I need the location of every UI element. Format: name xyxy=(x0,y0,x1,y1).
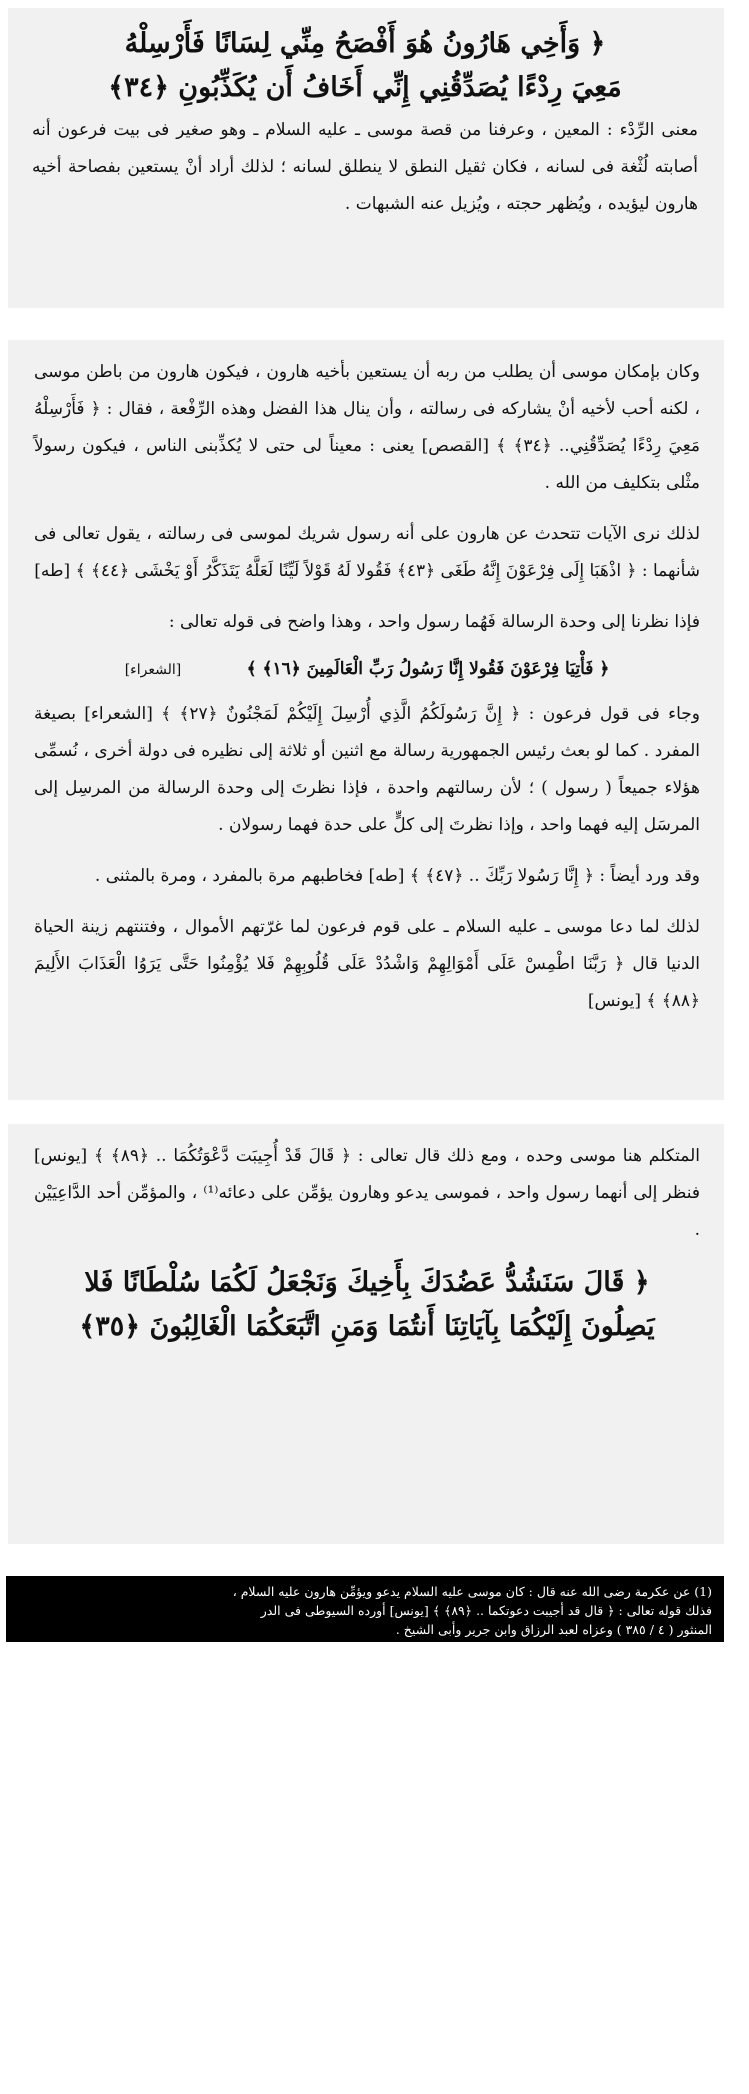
commentary-paragraph: معنى الرِّدْء : المعين ، وعرفنا من قصة موسى ـ عليه السلام ـ وهو صغير فى بيت فرعون أنه أصابته لُثْغة فى لسانه ، فكان ثقيل النطق لا ينطلق لسانه ؛ لذلك أراد أنْ يستعين بفصاحة أخيه هارون ليؤيده ، ويُظهر حجته ، ويُزيل عنه الشبهات . xyxy=(32,120,698,214)
commentary-paragraph: وجاء فى قول فرعون : ﴿ إِنَّ رَسُولَكُمُ الَّذِي أُرْسِلَ إِلَيْكُمْ لَمَجْنُونٌ ﴿٢٧﴾ ﴾ [الشعراء] بصيغة المفرد . كما لو بعث رئيس الجمهورية رسالة مع اثنين أو ثلاثة إلى نظيره فى دولة أخرى ، نُسمِّى هؤلاء جميعاً ( رسول ) ؛ لأن رسالتهم واحدة ، فإذا نظرتَ إلى وحدة الرسالة من المرسِل إلى المرسَل إليه فهما واحد ، وإذا نظرتَ إلى كلٍّ على حدة فهما رسولان . xyxy=(34,704,701,835)
passage-block-3 xyxy=(8,1124,724,1544)
commentary-paragraph: وقد ورد أيضاً : ﴿ إِنَّا رَسُولا رَبِّكَ .. ﴿٤٧﴾ ﴾ [طه] فخاطبهم مرة بالمفرد ، ومرة بالمثنى . xyxy=(94,866,700,886)
commentary-paragraph: لذلك لما دعا موسى ـ عليه السلام ـ على قوم فرعون لما غرّتهم الأموال ، وفتنتهم زينة الحياة الدنيا قال ﴿ رَبَّنَا اطْمِسْ عَلَى أَمْوَالِهِمْ وَاشْدُدْ عَلَى قُلُوبِهِمْ فَلا يُؤْمِنُوا حَتَّى يَرَوُا الْعَذَابَ الأَلِيمَ ﴿٨٨﴾ ﴾ [يونس] xyxy=(34,917,700,1011)
commentary-paragraph: لذلك نرى الآيات تتحدث عن هارون على أنه رسول شريك لموسى فى رسالته ، يقول تعالى فى شأنهما : ﴿ اذْهَبَا إِلَى فِرْعَوْنَ إِنَّهُ طَغَى ﴿٤٣﴾ فَقُولا لَهُ قَوْلاً لَيِّنًا لَعَلَّهُ يَتَذَكَّرُ أَوْ يَخْشَى ﴿٤٤﴾ ﴾ [طه] xyxy=(34,524,700,581)
footnote-line: (1) عن عكرمة رضى الله عنه قال : كان موسى عليه السلام يدعو ويؤمِّن هارون عليه السلام ، xyxy=(232,1584,712,1599)
quran-verse-line: ﴿ وَأَخِي هَارُونُ هُوَ أَفْصَحُ مِنِّي لِسَانًا فَأَرْسِلْهُ xyxy=(124,28,606,59)
footnote-box xyxy=(6,1576,724,1642)
footnote-line: المنثور ( ٤ / ٣٨٥ ) وعزاه لعبد الرزاق وابن جرير وأبى الشيخ . xyxy=(395,1622,712,1637)
quran-verse-line: ﴿ قَالَ سَنَشُدُّ عَضُدَكَ بِأَخِيكَ وَنَجْعَلُ لَكُمَا سُلْطَانًا فَلا xyxy=(84,1267,650,1298)
verse-citation xyxy=(34,651,700,688)
commentary-paragraph: المتكلم هنا موسى وحده ، ومع ذلك قال تعالى : ﴿ قَالَ قَدْ أُجِيبَت دَّعْوَتُكُمَا .. ﴿٨٩﴾ ﴾ [يونس] فنظر إلى أنهما رسول واحد ، فموسى يدعو وهارون يؤمِّن على دعائه⁽¹⁾ ، والمؤمِّن أحد الدَّاعِيَيْن . xyxy=(34,1146,701,1240)
surah-reference: [الشعراء] xyxy=(124,662,182,678)
footnote-line: فذلك قوله تعالى : ﴿ قال قد أجيبت دعوتكما .. ﴿٨٩﴾ ﴾ [يونس] أورده السيوطى فى الدر xyxy=(260,1603,712,1618)
commentary-paragraph: وكان بإمكان موسى أن يطلب من ربه أن يستعين بأخيه هارون ، فيكون هارون من باطن موسى ، لكنه أحب لأخيه أنْ يشاركه فى رسالته ، وأن ينال هذا الفضل وهذه الرِّفْعة ، فقال : ﴿ فَأَرْسِلْهُ مَعِيَ رِدْءًا يُصَدِّقُنِي.. ﴿٣٤﴾ ﴾ [القصص] يعنى : معيناً لى حتى لا يُكذِّبنى الناس ، فيكون رسولاً مثْلى بتكليف من الله . xyxy=(34,362,700,493)
passage-block-2 xyxy=(8,340,724,1100)
quran-verse-inline: ﴿ فَأْتِيَا فِرْعَوْنَ فَقُولا إِنَّا رَسُولُ رَبِّ الْعَالَمِينَ ﴿١٦﴾ ﴾ xyxy=(246,659,610,679)
quran-verse-line: يَصِلُونَ إِلَيْكُمَا بِآيَاتِنَا أَنتُمَا وَمَنِ اتَّبَعَكُمَا الْغَالِبُونَ ﴿٣٥﴾ xyxy=(79,1311,655,1342)
commentary-paragraph: فإذا نظرنا إلى وحدة الرسالة فَهُما رسول واحد ، وهذا واضح فى قوله تعالى : xyxy=(168,612,700,632)
quran-verse-line: مَعِيَ رِدْءًا يُصَدِّقُنِي إِنِّي أَخَافُ أَن يُكَذِّبُونِ ﴿٣٤﴾ xyxy=(108,72,622,103)
passage-block-1 xyxy=(8,8,724,308)
